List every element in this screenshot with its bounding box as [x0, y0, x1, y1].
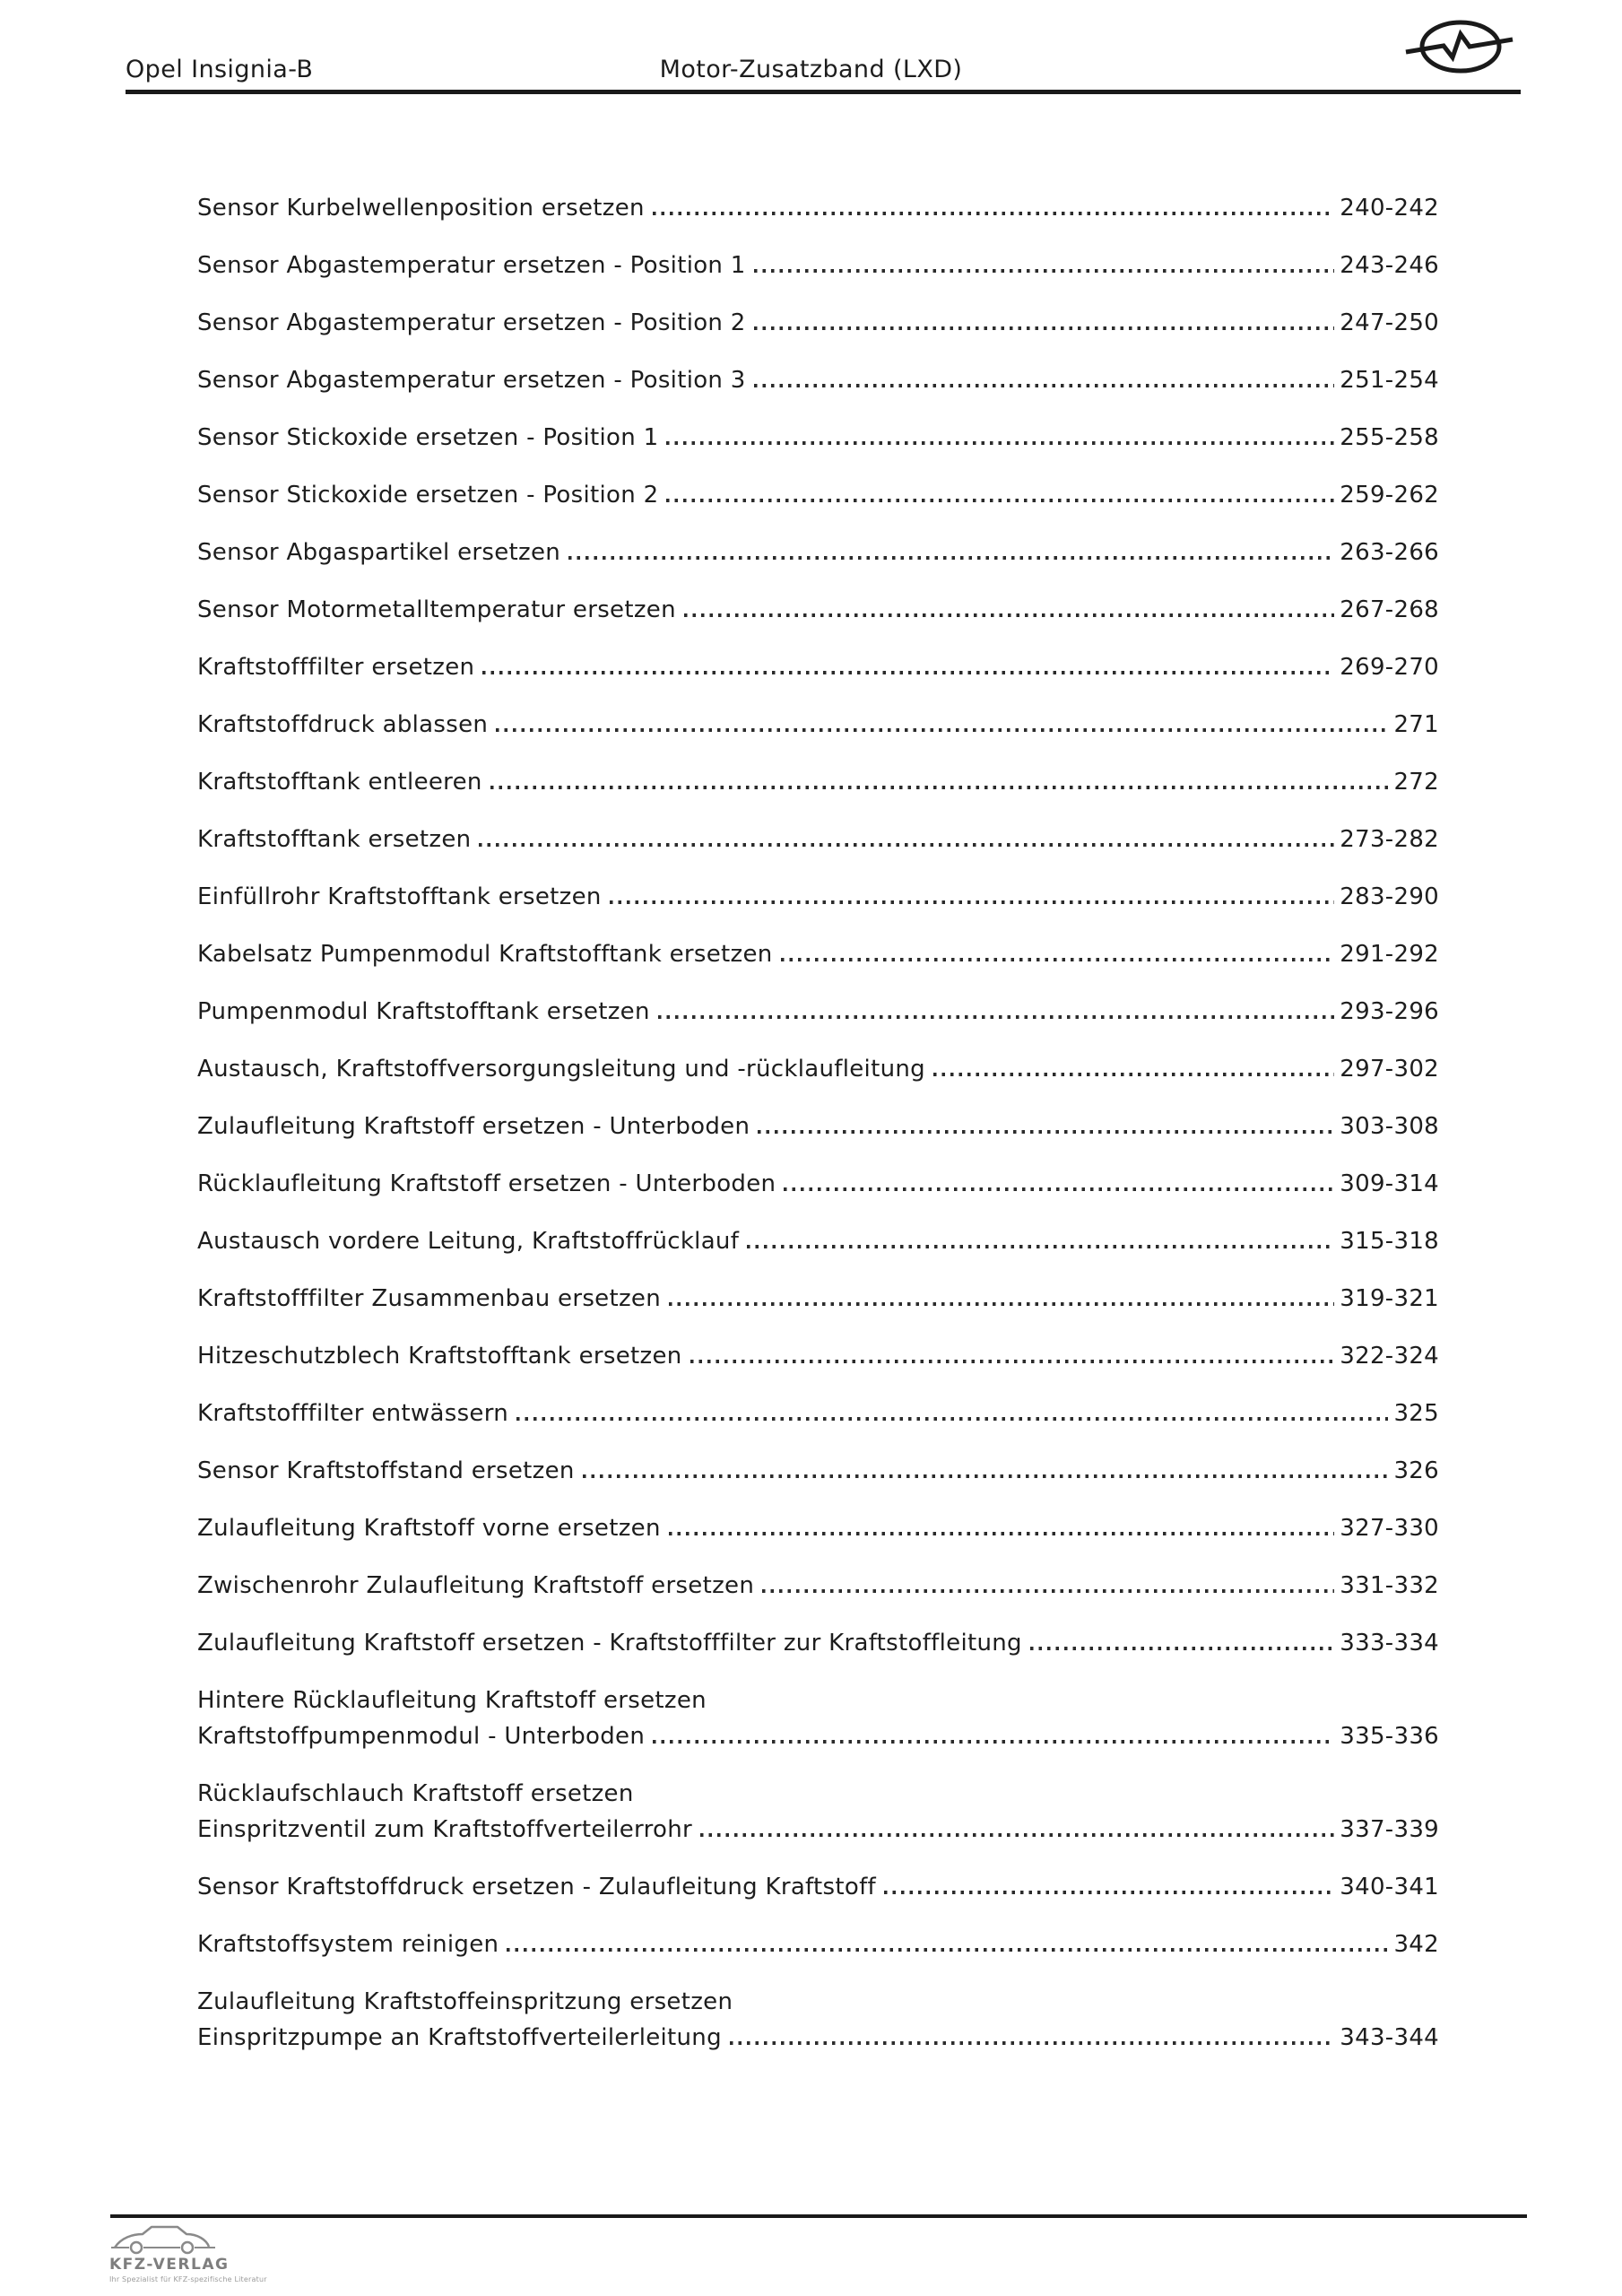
toc-entry-page-range: 340-341: [1340, 1874, 1439, 1900]
toc-dotted-leader: [653, 212, 1334, 215]
toc-entry-title: Kraftstoffdruck ablassen: [197, 711, 489, 738]
toc-entry-page-range: 337-339: [1340, 1816, 1439, 1843]
car-icon: [109, 2222, 217, 2255]
toc-entry-page-range: 291-292: [1340, 941, 1439, 968]
toc-entry-main-line: [197, 305, 1439, 341]
toc-entry: [197, 1568, 1439, 1604]
toc-entry-main-line: [197, 1109, 1439, 1144]
toc-entry: [197, 477, 1439, 513]
toc-entry-title: Kraftstofffilter ersetzen: [197, 654, 475, 681]
toc-entry: [197, 1453, 1439, 1489]
toc-entry-extra-lines: [197, 1683, 1439, 1718]
toc-entry-main-line: [197, 936, 1439, 972]
toc-entry: [197, 305, 1439, 341]
toc-entry-page-range: 271: [1393, 711, 1439, 738]
toc-entry: [197, 1109, 1439, 1144]
toc-entry: [197, 362, 1439, 398]
toc-dotted-leader: [762, 1589, 1334, 1593]
toc-entry: [197, 1338, 1439, 1374]
toc-entry-page-range: 240-242: [1340, 195, 1439, 222]
toc-entry-title: Austausch vordere Leitung, Kraftstoffrücklauf: [197, 1228, 740, 1255]
toc-entry-main-line: [197, 764, 1439, 800]
toc-entry-page-range: 319-321: [1340, 1285, 1439, 1312]
toc-entry-page-range: 327-330: [1340, 1515, 1439, 1542]
toc-entry-page-range: 247-250: [1340, 309, 1439, 336]
toc-entry-extra-lines: [197, 1984, 1439, 2020]
toc-dotted-leader: [1030, 1647, 1334, 1650]
toc-dotted-leader: [700, 1833, 1334, 1837]
toc-entry-main-line: [197, 535, 1439, 570]
toc-entry-page-range: 309-314: [1340, 1170, 1439, 1197]
toc-dotted-leader: [758, 1130, 1334, 1134]
toc-entry-main-line: [197, 2020, 1439, 2056]
toc-entry-main-line: [197, 649, 1439, 685]
toc-entry: [197, 1281, 1439, 1317]
toc-entry-main-line: [197, 994, 1439, 1030]
header-document-title: Motor-Zusatzband (LXD): [659, 56, 963, 83]
toc-entry-main-line: [197, 190, 1439, 226]
toc-entry-title: Kraftstofftank ersetzen: [197, 826, 472, 853]
toc-entry-title: Kraftstofftank entleeren: [197, 769, 482, 796]
toc-entry-page-range: 315-318: [1340, 1228, 1439, 1255]
toc-entry-main-line: [197, 879, 1439, 915]
toc-entry-page-range: 333-334: [1340, 1630, 1439, 1657]
toc-dotted-leader: [781, 958, 1335, 961]
toc-dotted-leader: [583, 1474, 1389, 1478]
publisher-tagline: Ihr Spezialist für KFZ-spezifische Literatur: [109, 2275, 267, 2283]
toc-entry: [197, 1051, 1439, 1087]
toc-dotted-leader: [666, 499, 1334, 502]
toc-entry: [197, 248, 1439, 283]
toc-entry: [197, 879, 1439, 915]
toc-entry-title: Kraftstofffilter entwässern: [197, 1400, 509, 1427]
toc-dotted-leader: [747, 1245, 1334, 1248]
toc-dotted-leader: [669, 1302, 1334, 1306]
toc-entry-main-line: [197, 1453, 1439, 1489]
toc-entry-main-line: [197, 1625, 1439, 1661]
toc-entry: [197, 1683, 1439, 1754]
toc-entry-title: Sensor Abgastemperatur ersetzen - Position 3: [197, 367, 746, 394]
toc-entry: [197, 1926, 1439, 1962]
toc-entry-main-line: [197, 1281, 1439, 1317]
footer-rule: [110, 2214, 1527, 2218]
toc-entry: [197, 535, 1439, 570]
toc-entry-page-range: 255-258: [1340, 424, 1439, 451]
toc-entry: [197, 592, 1439, 628]
toc-entry-page-range: 273-282: [1340, 826, 1439, 853]
toc-entry-title: Zulaufleitung Kraftstoff ersetzen - Kraftstofffilter zur Kraftstoffleitung: [197, 1630, 1022, 1657]
toc-entry: [197, 764, 1439, 800]
toc-dotted-leader: [496, 728, 1388, 732]
toc-entry: [197, 420, 1439, 456]
toc-entry-main-line: [197, 1812, 1439, 1848]
toc-entry-main-line: [197, 1338, 1439, 1374]
toc-entry-title: Zulaufleitung Kraftstoff ersetzen - Unterboden: [197, 1113, 750, 1140]
toc-entry-page-range: 293-296: [1340, 998, 1439, 1025]
publisher-name: KFZ-VERLAG: [109, 2256, 230, 2274]
toc-dotted-leader: [730, 2041, 1334, 2045]
toc-dotted-leader: [479, 843, 1334, 847]
toc-entry-title: Sensor Kraftstoffdruck ersetzen - Zulaufleitung Kraftstoff: [197, 1874, 877, 1900]
toc-entry-page-range: 269-270: [1340, 654, 1439, 681]
toc-entry-page-range: 267-268: [1340, 596, 1439, 623]
toc-entry: [197, 1223, 1439, 1259]
toc-list: [197, 190, 1439, 2077]
toc-entry: [197, 1869, 1439, 1905]
toc-dotted-leader: [754, 384, 1335, 387]
toc-entry-title: Kraftstoffsystem reinigen: [197, 1931, 499, 1958]
toc-entry: [197, 1625, 1439, 1661]
toc-entry-page-range: 331-332: [1340, 1572, 1439, 1599]
toc-entry-main-line: [197, 1869, 1439, 1905]
toc-entry: [197, 1510, 1439, 1546]
toc-entry-page-range: 342: [1393, 1931, 1439, 1958]
toc-entry-title: Zulaufleitung Kraftstoff vorne ersetzen: [197, 1515, 661, 1542]
toc-entry-title: Sensor Abgastemperatur ersetzen - Position 2: [197, 309, 746, 336]
toc-dotted-leader: [653, 1740, 1334, 1744]
toc-dotted-leader: [482, 671, 1334, 674]
toc-dotted-leader: [507, 1948, 1388, 1952]
toc-entry-title: Einfüllrohr Kraftstofftank ersetzen: [197, 883, 602, 910]
toc-entry-main-line: [197, 822, 1439, 857]
toc-entry-title: Kraftstofffilter Zusammenbau ersetzen: [197, 1285, 661, 1312]
toc-entry-main-line: [197, 362, 1439, 398]
toc-entry-page-range: 263-266: [1340, 539, 1439, 566]
toc-entry: [197, 707, 1439, 743]
toc-entry-page-range: 335-336: [1340, 1723, 1439, 1750]
toc-entry-title: Pumpenmodul Kraftstofftank ersetzen: [197, 998, 650, 1025]
toc-entry-page-range: 283-290: [1340, 883, 1439, 910]
toc-entry-main-line: [197, 1396, 1439, 1431]
toc-entry-title: Austausch, Kraftstoffversorgungsleitung und -rücklaufleitung: [197, 1056, 925, 1083]
toc-dotted-leader: [884, 1891, 1334, 1894]
toc-entry-line: Rücklaufschlauch Kraftstoff ersetzen: [197, 1780, 634, 1807]
toc-entry-line: Hintere Rücklaufleitung Kraftstoff ersetzen: [197, 1687, 707, 1714]
toc-entry-main-line: [197, 477, 1439, 513]
toc-dotted-leader: [658, 1015, 1335, 1019]
toc-entry-page-range: 272: [1393, 769, 1439, 796]
toc-dotted-leader: [684, 613, 1334, 617]
toc-entry-page-range: 243-246: [1340, 252, 1439, 279]
toc-entry-title: Hitzeschutzblech Kraftstofftank ersetzen: [197, 1343, 682, 1370]
toc-entry-title: Zwischenrohr Zulaufleitung Kraftstoff ersetzen: [197, 1572, 755, 1599]
toc-entry-main-line: [197, 707, 1439, 743]
toc-entry-title: Kraftstoffpumpenmodul - Unterboden: [197, 1723, 646, 1750]
toc-dotted-leader: [754, 269, 1335, 273]
toc-entry-title: Einspritzventil zum Kraftstoffverteilerrohr: [197, 1816, 692, 1843]
toc-entry-main-line: [197, 1051, 1439, 1087]
toc-entry-page-range: 251-254: [1340, 367, 1439, 394]
toc-entry: [197, 936, 1439, 972]
toc-entry-title: Sensor Kurbelwellenposition ersetzen: [197, 195, 645, 222]
toc-dotted-leader: [666, 441, 1334, 445]
toc-dotted-leader: [754, 326, 1335, 330]
toc-dotted-leader: [610, 900, 1335, 904]
toc-entry: [197, 1984, 1439, 2056]
toc-entry-title: Sensor Kraftstoffstand ersetzen: [197, 1457, 575, 1484]
header-rule: [126, 90, 1521, 94]
toc-entry-page-range: 303-308: [1340, 1113, 1439, 1140]
toc-entry-page-range: 326: [1393, 1457, 1439, 1484]
toc-entry-title: Einspritzpumpe an Kraftstoffverteilerleitung: [197, 2024, 722, 2051]
toc-entry-main-line: [197, 1718, 1439, 1754]
toc-entry-main-line: [197, 1568, 1439, 1604]
toc-entry: [197, 649, 1439, 685]
toc-entry: [197, 822, 1439, 857]
toc-entry-page-range: 322-324: [1340, 1343, 1439, 1370]
toc-entry-main-line: [197, 1510, 1439, 1546]
toc-dotted-leader: [690, 1360, 1335, 1363]
publisher-logo: [109, 2222, 289, 2283]
toc-entry-page-range: 343-344: [1340, 2024, 1439, 2051]
toc-entry: [197, 1776, 1439, 1848]
toc-entry-extra-lines: [197, 1776, 1439, 1812]
toc-entry-main-line: [197, 592, 1439, 628]
toc-entry-title: Sensor Abgastemperatur ersetzen - Position 1: [197, 252, 746, 279]
opel-blitz-logo-icon: [1403, 13, 1516, 83]
toc-entry-line: Zulaufleitung Kraftstoffeinspritzung ersetzen: [197, 1988, 733, 2015]
toc-dotted-leader: [669, 1532, 1335, 1535]
toc-entry-title: Sensor Stickoxide ersetzen - Position 2: [197, 482, 659, 509]
toc-entry-title: Sensor Stickoxide ersetzen - Position 1: [197, 424, 659, 451]
toc-dotted-leader: [784, 1187, 1334, 1191]
toc-entry: [197, 1166, 1439, 1202]
toc-dotted-leader: [516, 1417, 1388, 1421]
toc-entry-title: Kabelsatz Pumpenmodul Kraftstofftank ersetzen: [197, 941, 773, 968]
toc-entry: [197, 1396, 1439, 1431]
toc-entry: [197, 190, 1439, 226]
toc-entry-page-range: 259-262: [1340, 482, 1439, 509]
toc-dotted-leader: [568, 556, 1334, 560]
toc-entry-title: Sensor Abgaspartikel ersetzen: [197, 539, 561, 566]
toc-entry-main-line: [197, 1223, 1439, 1259]
toc-entry-page-range: 297-302: [1340, 1056, 1439, 1083]
header-model-label: Opel Insignia-B: [126, 56, 314, 83]
toc-entry-title: Rücklaufleitung Kraftstoff ersetzen - Unterboden: [197, 1170, 776, 1197]
toc-entry-page-range: 325: [1393, 1400, 1439, 1427]
toc-dotted-leader: [933, 1073, 1334, 1076]
toc-entry: [197, 994, 1439, 1030]
toc-entry-main-line: [197, 420, 1439, 456]
toc-entry-main-line: [197, 248, 1439, 283]
toc-entry-title: Sensor Motormetalltemperatur ersetzen: [197, 596, 676, 623]
toc-entry-main-line: [197, 1166, 1439, 1202]
toc-entry-main-line: [197, 1926, 1439, 1962]
toc-dotted-leader: [490, 786, 1389, 789]
